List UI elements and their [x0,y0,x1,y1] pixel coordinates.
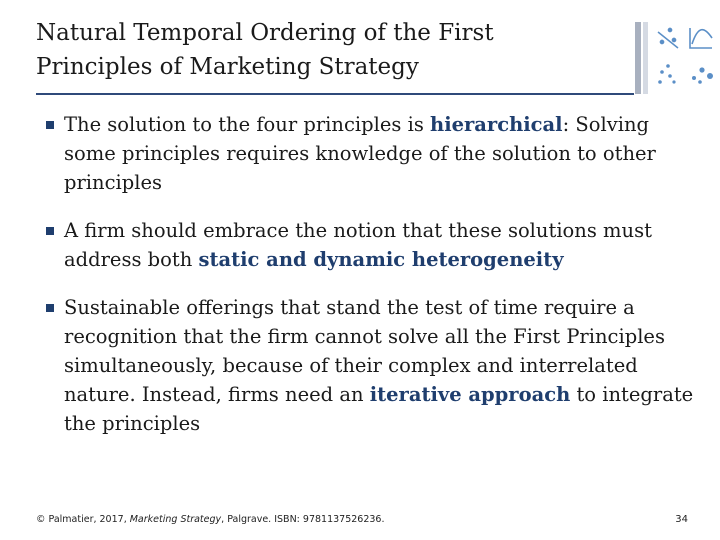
segment-icon [692,67,713,83]
emphasis-iterative: iterative approach [369,383,571,406]
bullet-text: A firm should embrace the notion that these solutions must address both [64,219,652,271]
bullet-hierarchical [46,110,696,197]
bullet-iterative [46,293,696,438]
bullet-list [46,110,696,457]
scatter-icon [658,28,678,48]
title-divider [36,93,634,95]
bullet-marker [46,121,54,129]
bullet-text: Sustainable offerings that stand the test of time require a recognition that the firm cannot solve all the First Principles simultaneously, because of their complex and interrelated nature. Instead, firms need an [64,296,665,406]
cluster-icon [658,64,675,84]
bullet-heterogeneity [46,216,696,274]
decorative-bar-light [643,22,648,94]
decorative-bar [635,22,641,94]
slide-title [36,16,616,84]
citation-prefix: © Palmatier, 2017, [36,514,130,525]
bullet-marker [46,227,54,235]
page-number: 34 [675,514,688,525]
citation-suffix: , Palgrave. ISBN: 9781137526236. [221,514,385,525]
bullet-text-tail: : Solving some principles requires knowledge of the solution to other principles [64,113,656,194]
title-line-1: Natural Temporal Ordering of the First [36,20,494,46]
emphasis-heterogeneity: static and dynamic heterogeneity [198,248,564,271]
title-line-2: Principles of Marketing Strategy [36,54,419,80]
bullet-text-tail: to integrate the principles [64,383,694,435]
bullet-marker [46,304,54,312]
principles-icons [652,20,718,96]
citation-book-title: Marketing Strategy [129,514,222,525]
curve-icon [690,28,712,48]
bullet-text: The solution to the four principles is [64,113,431,136]
citation-footer [36,514,385,525]
emphasis-hierarchical: hierarchical [430,113,563,136]
